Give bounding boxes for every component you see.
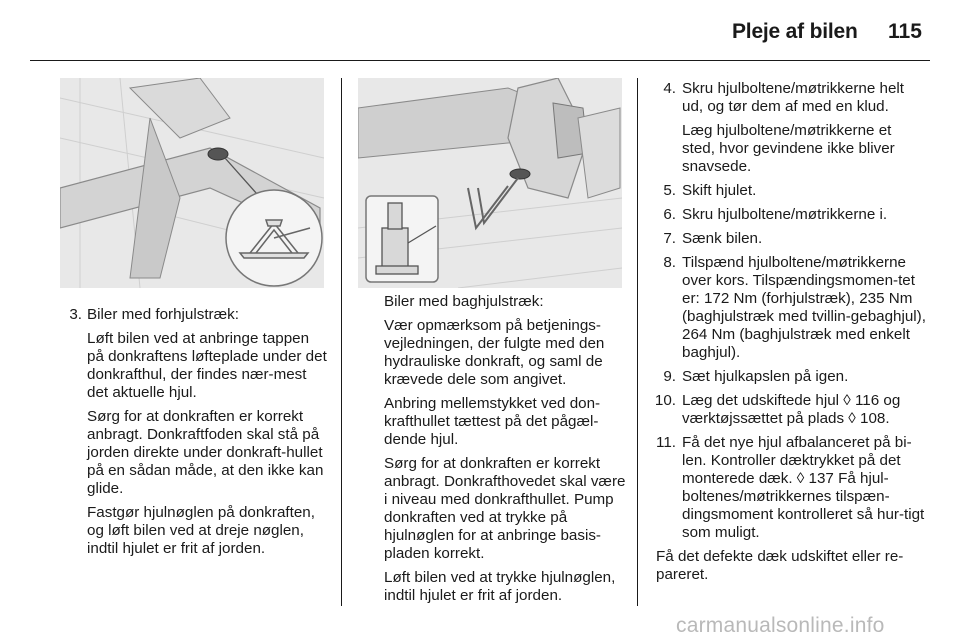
- step-11-text: Få det nye hjul afbalanceret på bi-len. Kontroller dæktrykket på det monterede dæk. ◊ 137 Få hjul-boltenes/møtrikkernes tilspæn-dingsmoment kontrolleret så hur-tigt som muligt.: [682, 434, 925, 541]
- col2-heading: Biler med baghjulstræk:: [384, 293, 544, 310]
- step-7: [650, 230, 926, 248]
- step-3-title: Biler med forhjulstræk:: [87, 306, 239, 323]
- header-divider: [30, 60, 930, 61]
- step-5-text: Skift hjulet.: [682, 182, 757, 199]
- column-divider-left: [341, 78, 342, 606]
- col2-paragraph-2: Anbring mellemstykket ved don-krafthullet tættest på det pågæl-dende hjul.: [384, 395, 601, 448]
- step-6-number: 6.: [663, 206, 676, 223]
- column-divider-right: [637, 78, 638, 606]
- step-10: [650, 392, 926, 428]
- step-4-continued: [650, 122, 926, 176]
- rear-wheel-drive-jack-illustration: [358, 78, 622, 288]
- page-number: 115: [888, 20, 922, 43]
- step-7-text: Sænk bilen.: [682, 230, 763, 247]
- step-9-number: 9.: [663, 368, 676, 385]
- step-4-number: 4.: [663, 80, 676, 97]
- step-5: [650, 182, 926, 200]
- step-9: [650, 368, 926, 386]
- step-3: [66, 306, 328, 324]
- watermark: carmanualsonline.info: [676, 614, 885, 637]
- step-4-continued-text: Læg hjulboltene/møtrikkerne et sted, hvor gevindene ikke bliver snavsede.: [682, 122, 895, 175]
- step-4: [650, 80, 926, 116]
- step-10-text: Læg det udskiftede hjul ◊ 116 og værktøjssættet på plads ◊ 108.: [682, 392, 901, 427]
- step-10-number: 10.: [654, 392, 676, 409]
- col1-paragraph-3: Fastgør hjulnøglen på donkraften, og løft bilen ved at dreje nøglen, indtil hjulet er frit af jorden.: [87, 504, 315, 557]
- col2-paragraph-1: Vær opmærksom på betjenings-vejledningen, der fulgte med den hydrauliske donkraft, og saml de krævede dele som angivet.: [384, 317, 605, 388]
- step-7-number: 7.: [663, 230, 676, 247]
- column-3: [650, 80, 926, 590]
- step-11-number: 11.: [656, 434, 676, 451]
- step-8: [650, 254, 926, 362]
- step-9-text: Sæt hjulkapslen på igen.: [682, 368, 849, 385]
- col3-final-paragraph: Få det defekte dæk udskiftet eller re-pareret.: [656, 548, 904, 583]
- col2-paragraph-3: Sørg for at donkraften er korrekt anbragt. Donkrafthovedet skal være i niveau med donkrafthullet. Pump donkraften ved at trykke på hjulnøglen for at anbringe basis-pladen korrekt.: [384, 455, 626, 562]
- col2-paragraph-4: Løft bilen ved at trykke hjulnøglen, indtil hjulet er frit af jorden.: [384, 569, 616, 604]
- column-1: [66, 306, 328, 564]
- step-11: [650, 434, 926, 542]
- step-8-text: Tilspænd hjulboltene/møtrikkerne over kors. Tilspændingsmomen-tet er: 172 Nm (forhjulstræk), 235 Nm (baghjulstræk med tvillin-gebaghjul), 264 Nm (baghjulstræk med enkelt baghjul).: [682, 254, 926, 361]
- step-8-number: 8.: [663, 254, 676, 271]
- col1-paragraph-1: Løft bilen ved at anbringe tappen på donkraftens løfteplade under det donkrafthul, der findes nær-mest det aktuelle hjul.: [87, 330, 327, 401]
- front-wheel-drive-jack-illustration: [60, 78, 324, 288]
- page-title: Pleje af bilen: [732, 20, 858, 43]
- column-2: [384, 293, 628, 611]
- step-4-text: Skru hjulboltene/møtrikkerne helt ud, og tør dem af med en klud.: [682, 80, 905, 115]
- step-3-number: 3.: [69, 306, 82, 323]
- col1-paragraph-2: Sørg for at donkraften er korrekt anbragt. Donkraftfoden skal stå på jorden direkte under donkraft-hullet på en sådan måde, at den ikke kan glide.: [87, 408, 324, 497]
- step-5-number: 5.: [663, 182, 676, 199]
- step-6-text: Skru hjulboltene/møtrikkerne i.: [682, 206, 888, 223]
- step-6: [650, 206, 926, 224]
